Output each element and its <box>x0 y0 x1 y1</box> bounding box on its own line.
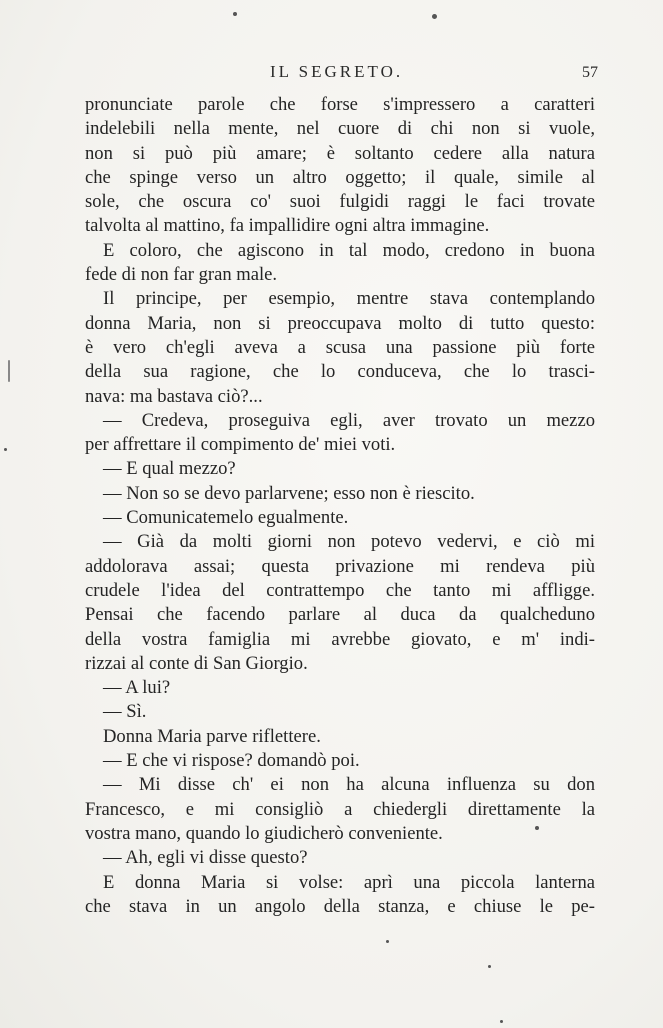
text-line: fede di non far gran male. <box>85 264 278 286</box>
text-line: — E che vi rispose? domandò poi. <box>103 750 360 772</box>
text-line: che spinge verso un altro oggetto; il quale, simile al <box>85 166 595 188</box>
text-line: donna Maria, non si preoccupava molto di tutto questo: <box>85 312 595 334</box>
text-line: — Già da molti giorni non potevo vedervi, e ciò mi <box>103 531 595 553</box>
text-line: crudele l'idea del contrattempo che tanto mi affligge. <box>85 579 595 601</box>
text-line: non si può più amare; è soltanto cedere alla natura <box>85 142 595 164</box>
scan-speck <box>432 14 437 19</box>
text-line: della sua ragione, che lo conduceva, che lo trasci- <box>85 361 595 383</box>
text-line: Il principe, per esempio, mentre stava contemplando <box>103 288 595 310</box>
scan-speck <box>4 448 7 451</box>
scan-speck <box>8 360 10 382</box>
scan-speck <box>233 12 237 16</box>
text-line: nava: ma bastava ciò?... <box>85 385 263 407</box>
text-line: è vero ch'egli aveva a scusa una passione più forte <box>85 336 595 358</box>
text-line: addolorava assai; questa privazione mi rendeva più <box>85 555 595 577</box>
text-line: E coloro, che agiscono in tal modo, credono in buona <box>103 239 595 261</box>
text-line: — Comunicatemelo egualmente. <box>103 507 349 529</box>
text-line: della vostra famiglia mi avrebbe giovato, e m' indi- <box>85 628 595 650</box>
scan-speck <box>386 940 389 943</box>
text-line: — Ah, egli vi disse questo? <box>103 847 308 869</box>
running-head: IL SEGRETO. <box>270 62 404 81</box>
page-header <box>80 60 600 90</box>
text-line: E donna Maria si volse: aprì una piccola lanterna <box>103 871 595 893</box>
text-line: Francesco, e mi consigliò a chiedergli direttamente la <box>85 798 595 820</box>
text-line: — Sì. <box>103 701 147 723</box>
text-line: Pensai che facendo parlare al duca da qualcheduno <box>85 604 595 626</box>
scan-speck <box>488 965 491 968</box>
scan-speck <box>500 1020 503 1023</box>
text-line: — A lui? <box>103 677 171 699</box>
text-line: per affrettare il compimento de' miei voti. <box>85 434 396 456</box>
text-line: — E qual mezzo? <box>103 458 236 480</box>
text-line: — Mi disse ch' ei non ha alcuna influenza su don <box>103 774 595 796</box>
text-line: pronunciate parole che forse s'impressero a caratteri <box>85 94 595 115</box>
page-number: 57 <box>582 64 598 81</box>
text-line: — Credeva, proseguiva egli, aver trovato un mezzo <box>103 409 595 431</box>
text-line: rizzai al conte di San Giorgio. <box>85 652 308 674</box>
body-text <box>85 93 595 919</box>
text-line: — Non so se devo parlarvene; esso non è riescito. <box>103 482 475 504</box>
text-line: talvolta al mattino, fa impallidire ogni altra immagine. <box>85 215 490 237</box>
text-line: che stava in un angolo della stanza, e chiuse le pe- <box>85 895 595 917</box>
text-line: Donna Maria parve riflettere. <box>103 725 321 747</box>
text-line: vostra mano, quando lo giudicherò conveniente. <box>85 822 443 844</box>
text-line: indelebili nella mente, nel cuore di chi non si vuole, <box>85 118 595 140</box>
scan-speck <box>535 826 539 830</box>
text-line: sole, che oscura co' suoi fulgidi raggi le faci trovate <box>85 191 595 213</box>
